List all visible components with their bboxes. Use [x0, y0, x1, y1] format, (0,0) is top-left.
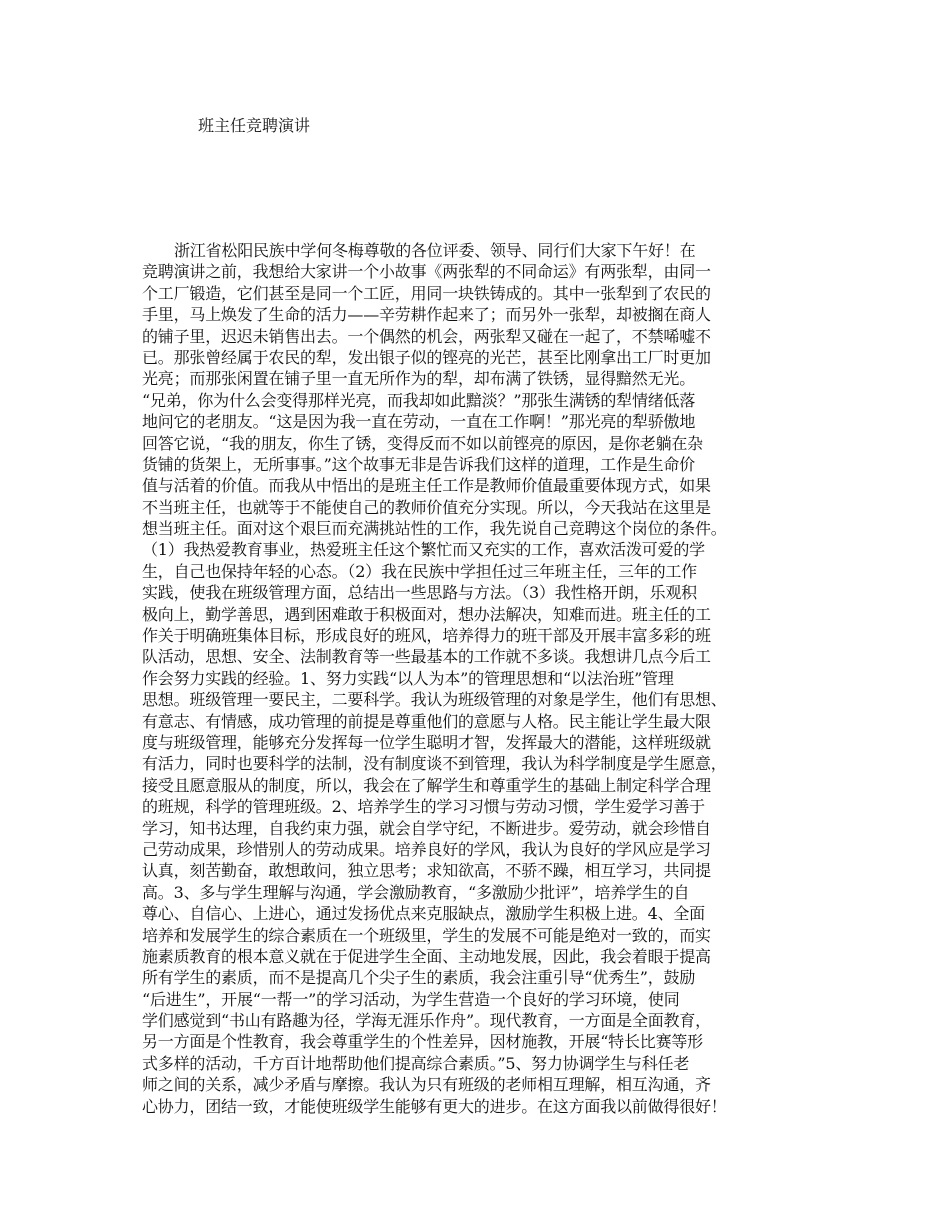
body-text-line: 尊心、自信心、上进心，通过发扬优点来克服缺点，激励学生积极上进。4、全面 — [142, 904, 705, 924]
body-text-line: 式多样的活动，千方百计地帮助他们提高综合素质。”5、努力协调学生与科任老 — [142, 1053, 690, 1073]
body-text-line: 实践，使我在班级管理方面，总结出一些思路与方法。（3）我性格开朗，乐观积 — [142, 583, 697, 603]
body-text-line: 光亮；而那张闲置在铺子里一直无所作为的犁，却布满了铁锈，显得黯然无光。 — [142, 369, 696, 389]
body-text-line: “兄弟，你为什么会变得那样光亮，而我却如此黯淡？”那张生满锈的犁情绪低落 — [142, 390, 696, 410]
body-text-line: 生，自己也保持年轻的心态。（2）我在民族中学担任过三年班主任，三年的工作 — [142, 561, 697, 581]
body-text-line: 培养和发展学生的综合素质在一个班级里，学生的发展不可能是绝对一致的，而实 — [142, 925, 711, 945]
body-text-line: 另一方面是个性教育，我会尊重学生的个性差异，因材施教，开展“特长比赛等形 — [142, 1032, 703, 1052]
body-text-line: “后进生”，开展“一帮一”的学习活动，为学生营造一个良好的学习环境，使同 — [142, 989, 680, 1009]
body-text-line: 己劳动成果，珍惜别人的劳动成果。培养良好的学风，我认为良好的学风应是学习 — [142, 839, 711, 859]
body-text-line: 浙江省松阳民族中学何冬梅尊敬的各位评委、领导、同行们大家下午好！在 — [174, 241, 696, 260]
body-text-line: 作会努力实践的经验。1、努力实践“以人为本”的管理思想和“以法治班”管理 — [142, 668, 674, 688]
body-text-line: 的铺子里，迟迟未销售出去。一个偶然的机会，两张犁又碰在一起了，不禁唏嘘不 — [142, 326, 711, 346]
body-text-line: 已。那张曾经属于农民的犁，发出银子似的铿亮的光芒，甚至比刚拿出工厂时更加 — [142, 347, 711, 367]
body-text-line: 高。3、多与学生理解与沟通，学会激励教育，“多激励少批评”，培养学生的自 — [142, 882, 690, 902]
body-text-line: 学习，知书达理，自我约束力强，就会自学守纪，不断进步。爱劳动，就会珍惜自 — [142, 818, 711, 838]
document-body — [142, 240, 824, 1117]
document-title: 班主任竞聘演讲 — [198, 116, 311, 135]
body-text-line: 作关于明确班集体目标，形成良好的班风，培养得力的班干部及开展丰富多彩的班 — [142, 626, 711, 646]
body-text-line: 师之间的关系，减少矛盾与摩擦。我认为只有班级的老师相互理解，相互沟通，齐 — [142, 1075, 711, 1095]
body-text-line: 心协力，团结一致，才能使班级学生能够有更大的进步。在这方面我以前做得很好！ — [142, 1096, 727, 1116]
body-text-line: 有意志、有情感，成功管理的前提是尊重他们的意愿与人格。民主能让学生最大限 — [142, 711, 711, 731]
body-text-line: 想当班主任。面对这个艰巨而充满挑站性的工作，我先说自己竞聘这个岗位的条件。 — [142, 519, 727, 539]
body-text-line: （1）我热爱教育事业，热爱班主任这个繁忙而又充实的工作，喜欢活泼可爱的学 — [142, 540, 705, 560]
body-text-line: 的班规，科学的管理班级。2、培养学生的学习习惯与劳动习惯，学生爱学习善于 — [142, 797, 705, 817]
body-text-line: 度与班级管理，能够充分发挥每一位学生聪明才智，发挥最大的潜能，这样班级就 — [142, 732, 711, 752]
body-text-line: 地问它的老朋友。“这是因为我一直在劳动，一直在工作啊！”那光亮的犁骄傲地 — [142, 412, 696, 432]
body-text-line: 接受且愿意服从的制度，所以，我会在了解学生和尊重学生的基础上制定科学合理 — [142, 775, 711, 795]
body-text-line: 回答它说，“我的朋友，你生了锈，变得反而不如以前铿亮的原因，是你老躺在杂 — [142, 433, 703, 453]
body-text-line: 施素质教育的根本意义就在于促进学生全面、主动地发展，因此，我会着眼于提高 — [142, 946, 711, 966]
body-text-line: 货铺的货架上，无所事事。”这个故事无非是告诉我们这样的道理，工作是生命价 — [142, 454, 695, 474]
body-text-line: 个工厂锻造，它们甚至是同一个工匠，用同一块铁铸成的。其中一张犁到了农民的 — [142, 283, 711, 303]
body-text-line: 不当班主任，也就等于不能使自己的教师价值充分实现。所以，今天我站在这里是 — [142, 497, 711, 517]
body-text-line: 学们感觉到“书山有路趣为径，学海无涯乐作舟”。现代教育，一方面是全面教育， — [142, 1011, 711, 1031]
body-text-line: 值与活着的价值。而我从中悟出的是班主任工作是教师价值最重要体现方式，如果 — [142, 476, 711, 496]
body-text-line: 认真，刻苦勤奋，敢想敢问，独立思考；求知欲高，不骄不躁，相互学习，共同提 — [142, 861, 711, 881]
body-text-line: 思想。班级管理一要民主，二要科学。我认为班级管理的对象是学生，他们有思想、 — [142, 690, 727, 710]
body-text-line: 队活动，思想、安全、法制教育等一些最基本的工作就不多谈。我想讲几点今后工 — [142, 647, 711, 667]
body-text-line: 竞聘演讲之前，我想给大家讲一个小故事《两张犁的不同命运》有两张犁，由同一 — [142, 262, 711, 282]
body-text-line: 极向上，勤学善思，遇到困难敢于积极面对，想办法解决，知难而进。班主任的工 — [142, 604, 711, 624]
body-text-line: 手里，马上焕发了生命的活力——辛劳耕作起来了；而另外一张犁，却被搁在商人 — [142, 305, 711, 325]
body-text-line: 所有学生的素质，而不是提高几个尖子生的素质，我会注重引导“优秀生”，鼓励 — [142, 968, 696, 988]
body-text-line: 有活力，同时也要科学的法制，没有制度谈不到管理，我认为科学制度是学生愿意， — [142, 754, 727, 774]
